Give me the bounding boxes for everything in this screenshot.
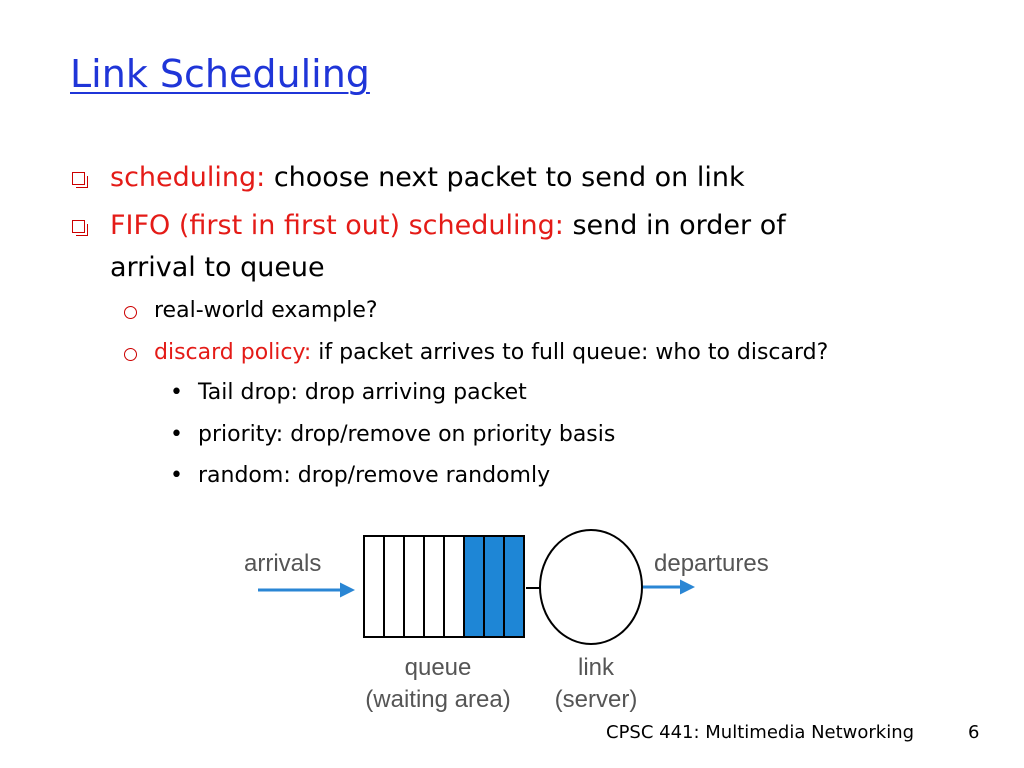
queue-label: queue xyxy=(404,654,472,681)
dot-bullet-icon: • xyxy=(170,380,183,405)
slide-title: Link Scheduling xyxy=(70,52,370,96)
queued-packet xyxy=(484,536,504,637)
arrivals-label: arrivals xyxy=(244,550,322,577)
queued-packet xyxy=(504,536,524,637)
square-bullet-icon xyxy=(72,220,85,233)
dot-bullet-icon: • xyxy=(170,422,183,447)
tertiary-bullet-tail-drop xyxy=(170,378,870,408)
term-label: FIFO (first in first out) scheduling: xyxy=(110,210,564,241)
tertiary-text: priority: drop/remove on priority basis xyxy=(198,422,616,447)
sub-bullet-discard-policy xyxy=(124,338,1004,368)
queued-packet xyxy=(464,536,484,637)
square-bullet-icon xyxy=(72,172,85,185)
bullet-text: choose next packet to send on link xyxy=(265,162,745,193)
circle-bullet-icon xyxy=(124,306,137,319)
link-server xyxy=(540,530,642,644)
term-label: discard policy: xyxy=(154,340,312,365)
bullet-text: send in order of xyxy=(563,210,786,241)
sub-bullet-text: if packet arrives to full queue: who to discard? xyxy=(311,340,829,365)
page-number: 6 xyxy=(968,722,980,743)
empty-queue-slot xyxy=(384,536,404,637)
queue-diagram xyxy=(230,520,810,720)
circle-bullet-icon xyxy=(124,348,137,361)
empty-queue-slot xyxy=(424,536,444,637)
bullet-scheduling xyxy=(72,157,972,199)
sub-bullet-text: real-world example? xyxy=(154,298,378,323)
footer-course: CPSC 441: Multimedia Networking xyxy=(606,722,915,743)
tertiary-text: random: drop/remove randomly xyxy=(198,463,551,488)
dot-bullet-icon: • xyxy=(170,463,183,488)
empty-queue-slot xyxy=(444,536,464,637)
term-label: scheduling: xyxy=(110,162,266,193)
queue-buffer xyxy=(364,536,524,637)
bullet-fifo xyxy=(72,205,1002,289)
empty-queue-slot xyxy=(364,536,384,637)
link-label: link xyxy=(577,654,615,681)
tertiary-bullet-priority xyxy=(170,420,870,450)
departures-label: departures xyxy=(654,550,769,577)
link-sublabel: (server) xyxy=(554,686,638,713)
tertiary-bullet-random xyxy=(170,461,870,491)
bullet-text-continued: arrival to queue xyxy=(110,252,325,283)
sub-bullet-real-world xyxy=(124,296,984,326)
queue-sublabel: (waiting area) xyxy=(365,686,511,713)
empty-queue-slot xyxy=(404,536,424,637)
tertiary-text: Tail drop: drop arriving packet xyxy=(198,380,527,405)
